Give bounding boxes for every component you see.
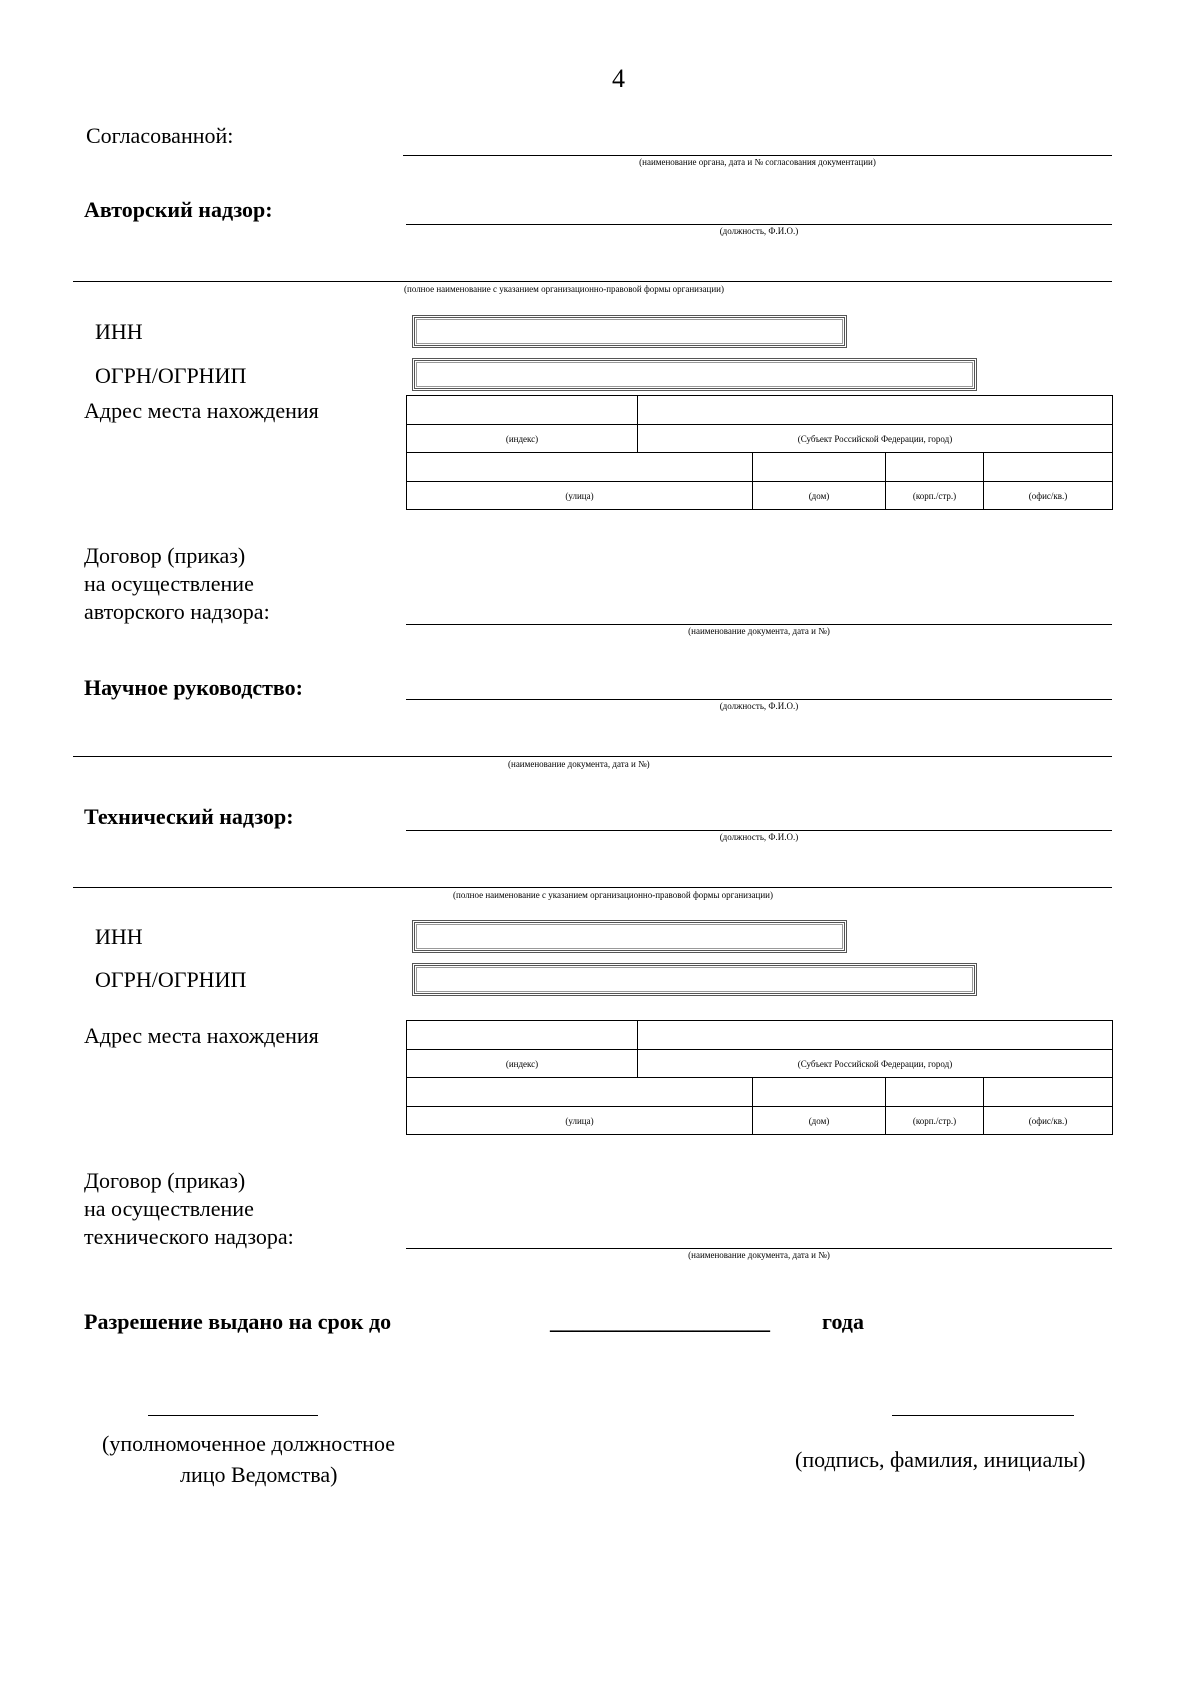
technical-contract-label-2: на осуществление [84, 1196, 254, 1221]
technical-contract-label-3: технического надзора: [84, 1224, 294, 1249]
technical-index-input[interactable] [407, 1021, 638, 1050]
author-subject-caption: (Субъект Российской Федерации, город) [638, 425, 1113, 453]
technical-street-caption: (улица) [407, 1107, 753, 1135]
author-street-caption: (улица) [407, 482, 753, 510]
scientific-position-line[interactable] [406, 699, 1112, 700]
author-index-caption: (индекс) [407, 425, 638, 453]
author-ogrn-field[interactable] [412, 358, 977, 391]
technical-address-table [406, 1020, 1113, 1135]
signature-caption: (подпись, фамилия, инициалы) [795, 1447, 1086, 1472]
technical-subject-caption: (Субъект Российской Федерации, город) [638, 1050, 1113, 1078]
page-number: 4 [612, 64, 625, 93]
author-inn-field[interactable] [412, 315, 847, 348]
technical-ogrn-label: ОГРН/ОГРНИП [95, 967, 247, 992]
technical-address-label: Адрес места нахождения [84, 1023, 319, 1048]
author-contract-line[interactable] [406, 624, 1112, 625]
author-office-input[interactable] [984, 453, 1113, 482]
author-org-line[interactable] [73, 281, 1112, 282]
technical-inn-field[interactable] [412, 920, 847, 953]
scientific-doc-line[interactable] [73, 756, 1112, 757]
author-supervision-label: Авторский надзор: [84, 197, 273, 222]
author-street-input[interactable] [407, 453, 753, 482]
technical-org-line[interactable] [73, 887, 1112, 888]
technical-street-input[interactable] [407, 1078, 753, 1107]
agreed-caption: (наименование органа, дата и № согласования документации) [639, 157, 876, 167]
author-contract-label-2: на осуществление [84, 571, 254, 596]
technical-index-caption: (индекс) [407, 1050, 638, 1078]
technical-position-caption: (должность, Ф.И.О.) [719, 832, 799, 842]
technical-inn-label: ИНН [95, 924, 143, 949]
scientific-position-caption: (должность, Ф.И.О.) [719, 701, 799, 711]
technical-ogrn-field[interactable] [412, 963, 977, 996]
signature-line[interactable] [892, 1415, 1074, 1416]
technical-house-caption: (дом) [753, 1107, 886, 1135]
official-signature-line[interactable] [148, 1415, 318, 1416]
technical-contract-label-1: Договор (приказ) [84, 1168, 246, 1193]
author-subject-input[interactable] [638, 396, 1113, 425]
author-ogrn-label: ОГРН/ОГРНИП [95, 363, 247, 388]
author-position-line[interactable] [406, 224, 1112, 225]
author-position-caption: (должность, Ф.И.О.) [719, 226, 799, 236]
official-caption-2: лицо Ведомства) [180, 1462, 338, 1487]
agreed-label: Согласованной: [86, 123, 234, 148]
technical-org-caption: (полное наименование с указанием организационно-правовой формы организации) [453, 890, 773, 900]
agreed-line[interactable] [403, 155, 1112, 156]
author-contract-label-3: авторского надзора: [84, 599, 270, 624]
official-caption-1: (уполномоченное должностное [102, 1431, 395, 1456]
author-contract-label-1: Договор (приказ) [84, 543, 246, 568]
author-inn-label: ИНН [95, 319, 143, 344]
permit-date-blank[interactable]: ____________________ [550, 1309, 770, 1334]
author-address-table [406, 395, 1113, 510]
technical-building-caption: (корп./стр.) [886, 1107, 984, 1135]
technical-office-input[interactable] [984, 1078, 1113, 1107]
technical-contract-caption: (наименование документа, дата и №) [688, 1250, 830, 1260]
author-address-label: Адрес места нахождения [84, 398, 319, 423]
author-building-caption: (корп./стр.) [886, 482, 984, 510]
permit-label: Разрешение выдано на срок до [84, 1309, 392, 1334]
technical-building-input[interactable] [886, 1078, 984, 1107]
technical-house-input[interactable] [753, 1078, 886, 1107]
author-org-caption: (полное наименование с указанием организационно-правовой формы организации) [404, 284, 724, 294]
author-house-input[interactable] [753, 453, 886, 482]
scientific-doc-caption: (наименование документа, дата и №) [508, 759, 650, 769]
permit-suffix: года [822, 1309, 864, 1334]
technical-supervision-label: Технический надзор: [84, 804, 294, 829]
author-building-input[interactable] [886, 453, 984, 482]
author-index-input[interactable] [407, 396, 638, 425]
author-house-caption: (дом) [753, 482, 886, 510]
scientific-label: Научное руководство: [84, 675, 303, 700]
author-office-caption: (офис/кв.) [984, 482, 1113, 510]
technical-office-caption: (офис/кв.) [984, 1107, 1113, 1135]
technical-position-line[interactable] [406, 830, 1112, 831]
technical-subject-input[interactable] [638, 1021, 1113, 1050]
author-contract-caption: (наименование документа, дата и №) [688, 626, 830, 636]
technical-contract-line[interactable] [406, 1248, 1112, 1249]
